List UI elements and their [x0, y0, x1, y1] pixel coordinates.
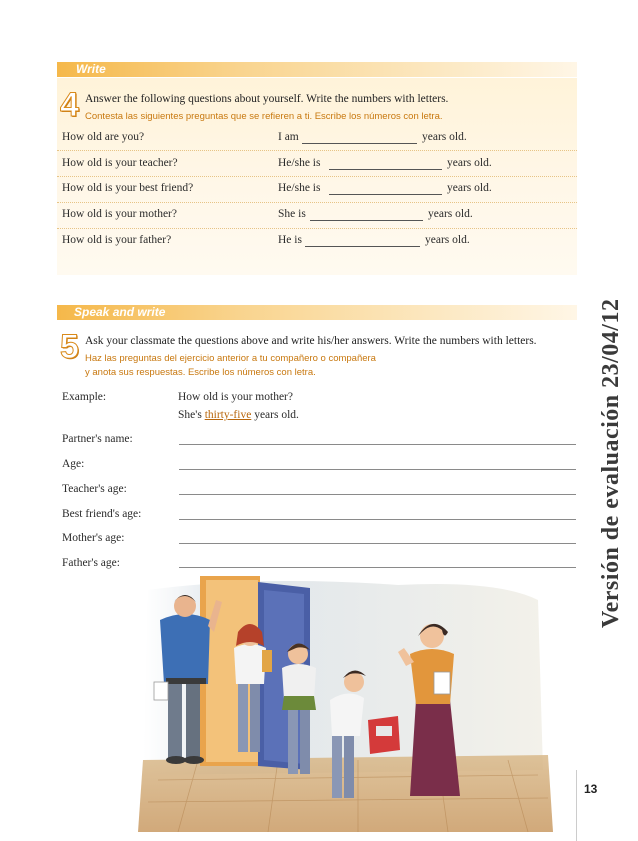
example-answer-post: years old.: [251, 409, 299, 421]
field-line-partner-name[interactable]: [179, 444, 576, 445]
field-label-teacher-age: Teacher's age:: [62, 483, 127, 495]
field-line-age[interactable]: [179, 469, 576, 470]
field-label-partner-name: Partner's name:: [62, 433, 133, 445]
answer-suffix-best-friend: years old.: [447, 182, 492, 194]
answer-prefix-best-friend: He/she is: [278, 182, 321, 194]
question-teacher: How old is your teacher?: [62, 157, 178, 169]
answer-blank-best-friend[interactable]: [329, 194, 442, 195]
question-father: How old is your father?: [62, 234, 172, 246]
write-header-bar: [57, 62, 577, 77]
speak-instruction-es-1: Haz las preguntas del ejercicio anterior a tu compañero o compañera: [85, 353, 376, 364]
question-you: How old are you?: [62, 131, 145, 143]
exercise-number-5: 5: [60, 328, 79, 366]
row-divider: [57, 228, 577, 229]
write-header: Write: [76, 62, 106, 76]
answer-suffix-teacher: years old.: [447, 157, 492, 169]
row-divider: [57, 150, 577, 151]
answer-blank-teacher[interactable]: [329, 169, 442, 170]
page-number: 13: [584, 782, 598, 796]
question-best-friend: How old is your best friend?: [62, 182, 194, 194]
answer-prefix-teacher: He/she is: [278, 157, 321, 169]
field-label-mother-age: Mother's age:: [62, 532, 125, 544]
answer-prefix-you: I am: [278, 131, 299, 143]
row-divider: [57, 202, 577, 203]
row-divider: [57, 176, 577, 177]
answer-suffix-mother: years old.: [428, 208, 473, 220]
example-answer-number: thirty-five: [204, 409, 252, 421]
field-label-best-friend-age: Best friend's age:: [62, 508, 142, 520]
field-label-father-age: Father's age:: [62, 557, 120, 569]
speak-header: Speak and write: [74, 305, 166, 319]
example-answer: [178, 409, 299, 421]
example-question: How old is your mother?: [178, 391, 293, 403]
question-mother: How old is your mother?: [62, 208, 177, 220]
speak-instruction-es-2: y anota sus respuestas. Escribe los números con letra.: [85, 367, 316, 378]
page-edge-line: [576, 770, 577, 841]
answer-prefix-mother: She is: [278, 208, 306, 220]
write-instruction-es: Contesta las siguientes preguntas que se refieren a ti. Escribe los números con letra.: [85, 111, 443, 122]
field-line-mother-age[interactable]: [179, 543, 576, 544]
evaluation-watermark: Versión de evaluación 23/04/12: [598, 298, 624, 628]
answer-blank-mother[interactable]: [310, 220, 423, 221]
answer-prefix-father: He is: [278, 234, 302, 246]
field-line-father-age[interactable]: [179, 567, 576, 568]
field-line-best-friend-age[interactable]: [179, 519, 576, 520]
speak-instruction-en: Ask your classmate the questions above and write his/her answers. Write the numbers with letters.: [85, 335, 537, 347]
answer-suffix-you: years old.: [422, 131, 467, 143]
classroom-illustration: [138, 570, 558, 832]
exercise-number-4: 4: [60, 86, 79, 124]
field-label-age: Age:: [62, 458, 85, 470]
answer-suffix-father: years old.: [425, 234, 470, 246]
field-line-teacher-age[interactable]: [179, 494, 576, 495]
example-label: Example:: [62, 391, 107, 403]
answer-blank-father[interactable]: [305, 246, 420, 247]
answer-blank-you[interactable]: [302, 143, 417, 144]
example-answer-pre: She's: [178, 409, 205, 421]
write-instruction-en: Answer the following questions about yourself. Write the numbers with letters.: [85, 93, 449, 105]
